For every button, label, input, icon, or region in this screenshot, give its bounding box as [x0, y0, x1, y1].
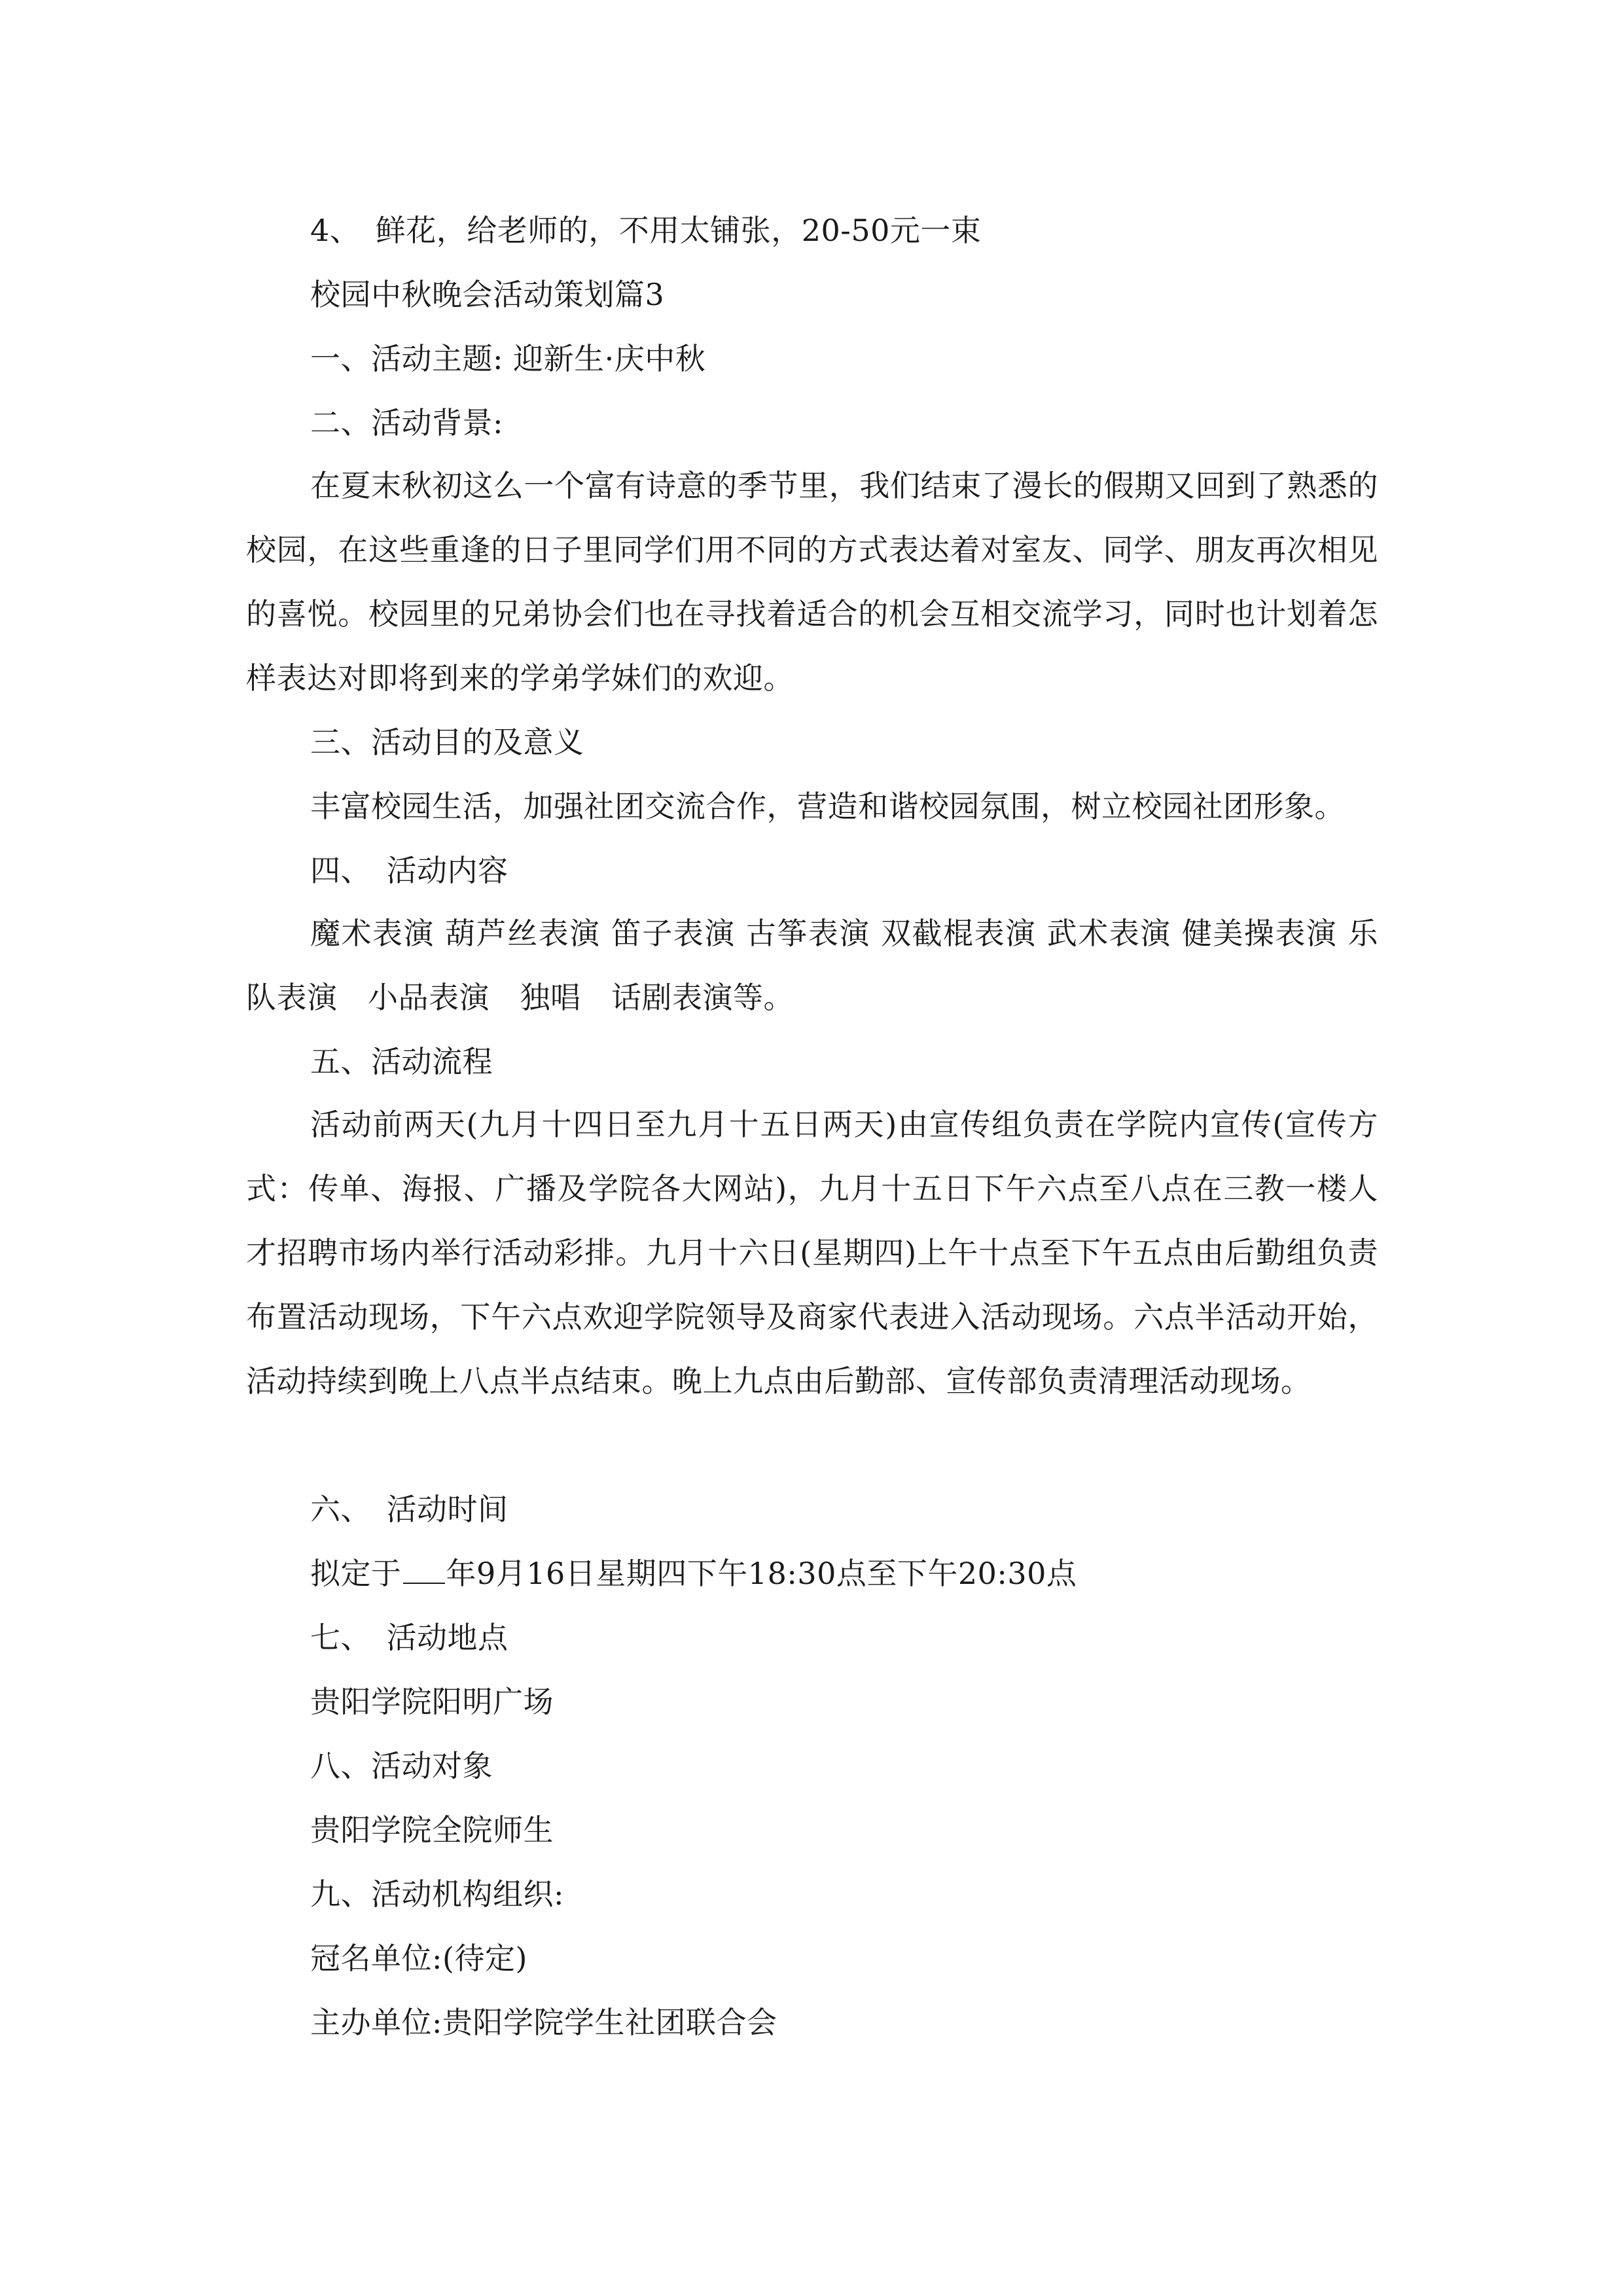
list-item-flowers: 4、 鲜花，给老师的，不用太铺张，20-50元一束: [310, 213, 982, 248]
time-suffix: 年9月16日星期四下午18:30点至下午20:30点: [446, 1556, 1077, 1591]
section-heading-content: 四、 活动内容: [310, 853, 508, 888]
organizer-unit: 主办单位:贵阳学院学生社团联合会: [310, 2005, 777, 2040]
time-prefix: 拟定于: [310, 1556, 402, 1591]
section-heading-time: 六、 活动时间: [310, 1492, 508, 1527]
purpose-paragraph: 丰富校园生活，加强社团交流合作，营造和谐校园氛围，树立校园社团形象。: [310, 789, 1345, 824]
background-paragraph: 在夏末秋初这么一个富有诗意的季节里，我们结束了漫长的假期又回到了熟悉的校园，在这些重逢的日子里同学们用不同的方式表达着对室友、同学、朋友再次相见的喜悦。校园里的兄弟协会们也在寻找着适合的机会互相交流学习，同时也计划着怎样表达对即将到来的学弟学妹们的欢迎。: [246, 468, 1378, 696]
section-heading-organization: 九、活动机构组织:: [310, 1876, 564, 1912]
section-heading-process: 五、活动流程: [310, 1044, 493, 1079]
process-paragraph: 活动前两天(九月十四日至九月十五日两天)由宣传组负责在学院内宣传(宣传方式：传单、海报、广播及学院各大网站)，九月十五日下午六点至八点在三教一楼人才招聘市场内举行活动彩排。九月十六日(星期四)上午十点至下午五点由后勤组负责布置活动现场，下午六点欢迎学院领导及商家代表进入活动现场。六点半活动开始，活动持续到晚上八点半点结束。晚上九点由后勤部、宣传部负责清理活动现场。: [246, 1107, 1378, 1399]
sponsor-unit: 冠名单位:(待定): [310, 1941, 527, 1976]
section-heading-background: 二、活动背景:: [310, 405, 503, 440]
content-paragraph: 魔术表演 葫芦丝表演 笛子表演 古筝表演 双截棍表演 武术表演 健美操表演 乐队表演 小品表演 独唱 话剧表演等。: [246, 916, 1378, 1015]
activity-audience: 贵阳学院全院师生: [310, 1812, 554, 1848]
section-heading-location: 七、 活动地点: [310, 1620, 508, 1655]
section-heading-purpose: 三、活动目的及意义: [310, 725, 584, 760]
section-heading-audience: 八、活动对象: [310, 1748, 493, 1784]
year-blank: [403, 1556, 445, 1584]
article-heading: 校园中秋晚会活动策划篇3: [310, 277, 665, 312]
activity-time: [310, 1554, 1077, 1593]
activity-location: 贵阳学院阳明广场: [310, 1684, 554, 1719]
section-heading-theme: 一、活动主题: 迎新生·庆中秋: [310, 341, 706, 376]
